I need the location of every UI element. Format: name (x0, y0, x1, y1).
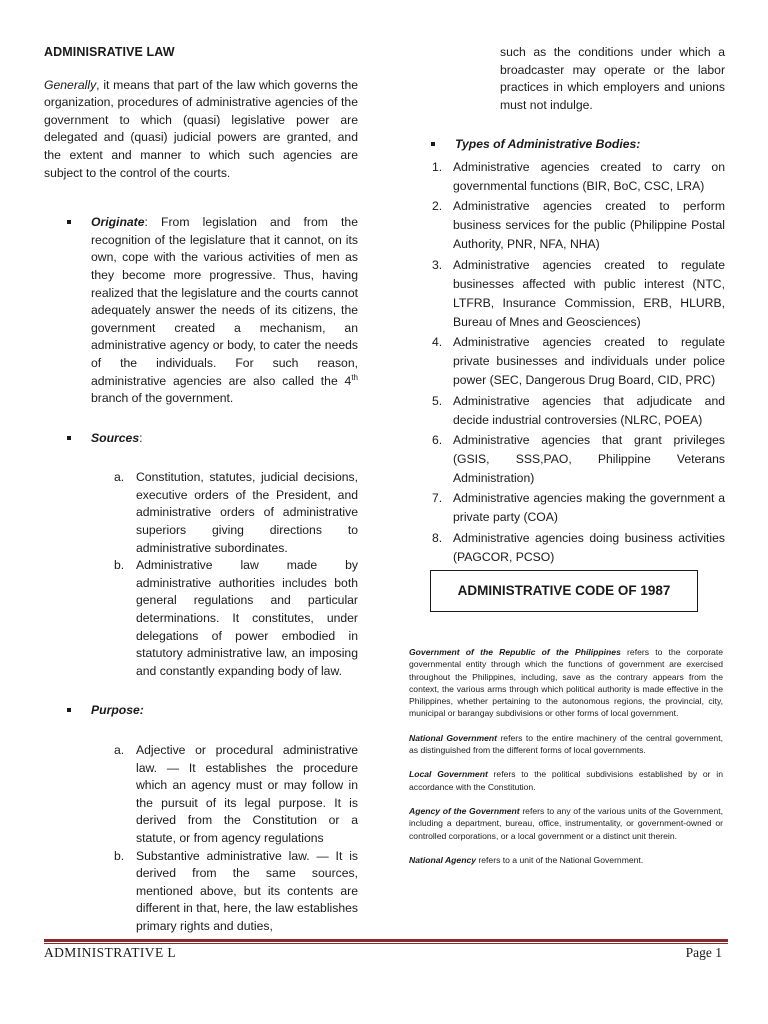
sources-colon: : (139, 430, 143, 445)
footer-title: ADMINISTRATIVE L (44, 945, 177, 960)
definition-item: Agency of the Government refers to any of the various units of the Government, including a department, bureau, office, instrumentality, or government-owned or controlled corporations, or a local government or a distinct unit therein. (409, 805, 724, 841)
list-item: 8. Administrative agencies doing business activities (PAGCOR, PCSO) (432, 530, 725, 564)
list-item: 2. Administrative agencies created to perform business services for the public (Philippine Postal Authority, PNR, NFA, NHA) (432, 199, 725, 252)
right-column (425, 44, 725, 568)
purpose-list (44, 742, 358, 936)
list-item: 1. Administrative agencies created to carry on governmental functions (BIR, BoC, CSC, LRA) (432, 159, 725, 193)
left-column (44, 44, 358, 958)
definition-item: National Agency refers to a unit of the National Government. (409, 854, 644, 865)
list-item: 7. Administrative agencies making the government a private party (COA) (432, 491, 725, 525)
definition-item: Local Government refers to the political subdivisions established by or in accordance with the Constitution. (409, 769, 723, 792)
definition-item: National Government refers to the entire machinery of the central government, as distinguished from the different forms of local governments. (409, 732, 723, 756)
list-item: 4. Administrative agencies created to regulate private businesses and individuals under police power (SEC, Dangerous Drug Board, CID, PRC) (432, 335, 725, 388)
continuation-text: such as the conditions under which a broadcaster may operate or the labor practices in which employers and unions must not indulge. (500, 45, 725, 112)
square-bullet-icon (67, 708, 71, 712)
types-heading: Types of Administrative Bodies: (425, 136, 725, 154)
types-list (425, 158, 725, 567)
originate-text: : From legislation and from the recognition of the legislature that it cannot, on its own, cope with the various activities of men as they become more progressive. Thus, having realized that the legislature and the courts cannot adequately answer the needs of its citizens, the government created a mechanism, an administrative agency or body, to cater the needs of the individuals. For such reason, administrative agencies are also called the 4 (91, 215, 358, 388)
purpose-label: Purpose: (91, 703, 144, 718)
square-bullet-icon (67, 220, 71, 224)
list-item: 6. Administrative agencies that grant privileges (GSIS, SSS,PAO, Philippine Veterans Administration) (432, 432, 725, 485)
document-title: ADMINISRATIVE LAW (44, 45, 175, 59)
intro-lead: Generally (44, 77, 97, 92)
square-bullet-icon (67, 436, 71, 440)
intro-text: , it means that part of the law which governs the organization, procedures of administrative agencies of the government to which (quasi) legislative power are delegated and (quasi) judicial powers are granted, and the extent and manner to which such agencies are subject to the control of the courts. (44, 77, 358, 180)
list-item: a. Adjective or procedural administrative law. — It establishes the procedure which an agency must or may follow in the pursuit of its legal purpose. It is derived from the Constitution or a statute, or from agency regulations (114, 743, 358, 845)
sources-list (44, 469, 358, 680)
intro-paragraph (44, 77, 358, 183)
sources-label: Sources (91, 430, 140, 445)
square-bullet-icon (431, 142, 435, 146)
code-title-box: ADMINISTRATIVE CODE OF 1987 (430, 570, 698, 612)
definition-item: Government of the Republic of the Philippines refers to the corporate governmental entity through which the functions of government are exercised throughout the Philippines, including, save as the contrary appears from the context, the various arms through which political authority is made effective in the Philippines, whether pertaining to the autonomous regions, the provincial, city, municipal or barangay subdivisions or other forms of local government. (409, 647, 724, 719)
originate-label: Originate (91, 215, 145, 230)
originate-superscript: th (351, 372, 358, 382)
definitions-section (409, 646, 723, 878)
originate-tail: branch of the government. (91, 391, 234, 406)
footer-rule (44, 939, 728, 942)
list-item: b. Administrative law made by administrative authorities includes both general regulations and particular determinations. It constitutes, under delegations of power embodied in statutory administrative law, an imposing and constantly expanding body of law. (114, 558, 358, 678)
list-item: b. Substantive administrative law. — It is derived from the same sources, mentioned above, but its contents are different in that, here, the law establishes primary rights and duties, (114, 848, 358, 933)
list-item: 5. Administrative agencies that adjudicate and decide industrial controversies (NLRC, POEA) (432, 393, 725, 427)
page-number: Page 1 (685, 945, 722, 960)
originate-bullet (44, 214, 358, 408)
footer-rule-thin (44, 943, 728, 944)
sources-bullet (44, 430, 358, 448)
purpose-bullet (44, 702, 358, 720)
list-item: a. Constitution, statutes, judicial decisions, executive orders of the President, and administrative orders of administrative superiors giving directions to administrative subordinates. (114, 470, 358, 555)
list-item: 3. Administrative agencies created to regulate businesses affected with public interest (NTC, LTFRB, Insurance Commission, ERB, HLURB, Bureau of Mnes and Geosciences) (432, 257, 725, 329)
